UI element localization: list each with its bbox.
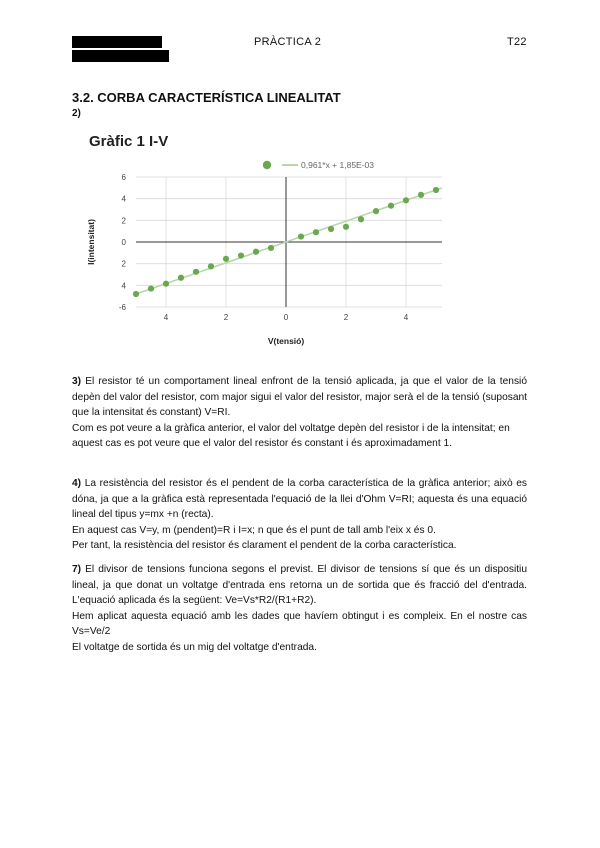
section-title: 3.2. CORBA CARACTERÍSTICA LINEALITAT	[72, 90, 341, 105]
data-point	[403, 197, 409, 203]
y-tick-label: 4	[121, 281, 126, 291]
answer-4-number: 4)	[72, 478, 82, 489]
x-tick-label: 0	[283, 313, 289, 322]
x-axis-label: V(tensió)	[267, 336, 305, 346]
y-tick-label: 2	[121, 259, 126, 269]
answer-3-line-2: Com es pot veure a la gràfica anterior, el valor del voltatge depèn del resistor i de la intensitat; en aquest cas es pot veure que el valor del resistor és constant i és aproximadament 1.	[72, 422, 510, 450]
answer-3	[72, 374, 527, 452]
y-tick-label: 4	[121, 194, 126, 204]
answer-4-line-3: Per tant, la resistència del resistor és clarament el pendent de la corba característica.	[72, 540, 457, 552]
data-point	[343, 224, 349, 230]
data-point	[133, 291, 139, 297]
data-point	[433, 187, 439, 193]
answer-7-number: 7)	[72, 564, 82, 575]
data-point	[148, 285, 154, 291]
data-point	[358, 216, 364, 222]
data-point	[223, 256, 229, 262]
answer-7-line-2: Hem aplicat aquesta equació amb les dades que havíem obtingut i es compleix. En el nostre cas Vs=Ve/2	[72, 610, 527, 638]
data-point	[193, 269, 199, 275]
chart-title: Gràfic 1 I-V	[89, 133, 169, 150]
data-point	[253, 249, 259, 255]
data-point	[313, 229, 319, 235]
x-tick-label: 2	[223, 313, 229, 322]
tick-labels	[119, 173, 409, 322]
y-axis-label: I(intensitat)	[86, 219, 96, 265]
answer-4	[72, 476, 527, 554]
redacted-name-bar-1	[72, 36, 162, 48]
answer-4-line-2: En aquest cas V=y, m (pendent)=R i I=x; n que és el punt de tall amb l'eix x és 0.	[72, 524, 436, 536]
legend-marker	[263, 161, 271, 169]
header-title: PRÀCTICA 2	[254, 36, 322, 48]
x-tick-label: 4	[403, 313, 409, 322]
answer-7	[72, 562, 527, 656]
answer-7-line-1: 7) El divisor de tensions funciona segons el previst. El divisor de tensions sí que és un dispositiu lineal, ja que donat un voltatge d'entrada ens retorna un de sortida que és fracció del d'entrada. L'equació aplicada és la següent: Ve=Vs*R2/(R1+R2).	[72, 564, 527, 607]
data-point	[298, 233, 304, 239]
y-tick-label: -6	[118, 303, 126, 312]
data-point	[388, 203, 394, 209]
data-point	[373, 208, 379, 214]
data-point	[178, 275, 184, 281]
iv-scatter-chart	[86, 155, 460, 350]
data-point	[328, 226, 334, 232]
redacted-name-bar-2	[72, 50, 169, 62]
axes	[136, 177, 442, 307]
data-point	[208, 263, 214, 269]
answer-3-number: 3)	[72, 376, 82, 387]
data-point	[238, 252, 244, 258]
data-point	[418, 192, 424, 198]
answer-7-line-3: El voltatge de sortida és un mig del voltatge d'entrada.	[72, 641, 317, 653]
x-tick-label: 2	[343, 313, 349, 322]
data-point	[163, 281, 169, 287]
x-tick-label: 4	[163, 313, 169, 322]
data-point	[268, 245, 274, 251]
y-tick-label: 2	[121, 216, 126, 226]
y-tick-label: 6	[121, 173, 126, 182]
answer-3-line-1: 3) El resistor té un comportament lineal enfront de la tensió aplicada, ja que el valor de la tensió depèn del valor del resistor, com major sigui el valor del resistor, major serà el de la tensió (suposant que la intensitat és constant) V=RI.	[72, 376, 527, 419]
subsection-number: 2)	[72, 108, 81, 119]
legend	[263, 160, 374, 170]
legend-label: 0,961*x + 1,85E-03	[301, 160, 375, 170]
header-code: T22	[507, 36, 527, 48]
answer-4-line-1: 4) La resistència del resistor és el pendent de la corba característica de la gràfica anterior; això es dóna, ja que a la gràfica està representada l'equació de la llei d'Ohm V=RI; aquesta és una equació lineal del tipus y=mx +n (recta).	[72, 478, 527, 521]
y-tick-label: 0	[121, 238, 126, 247]
